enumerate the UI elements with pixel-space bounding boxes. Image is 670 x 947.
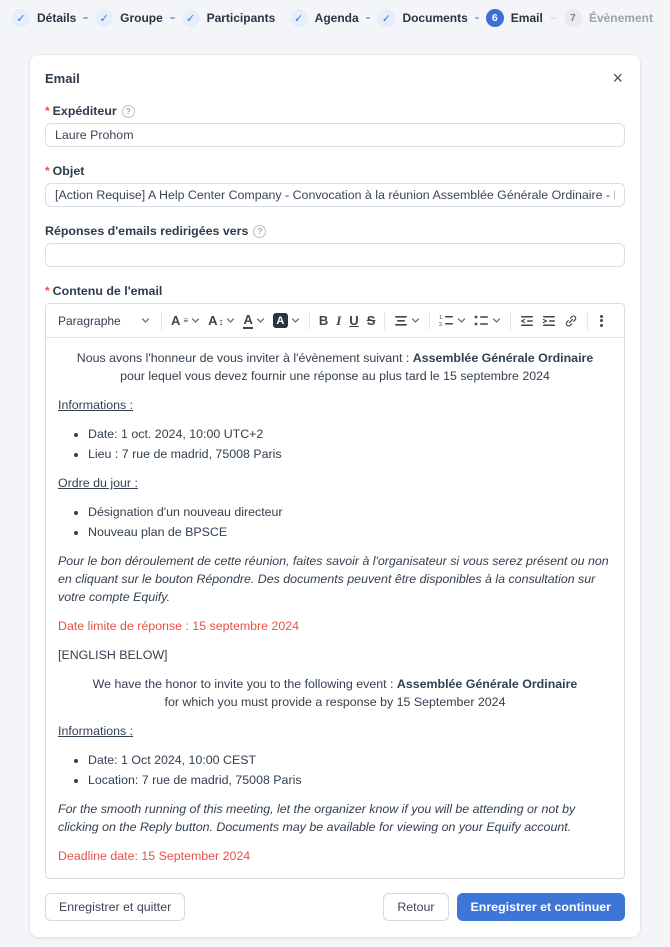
text-color-icon: A: [243, 313, 252, 329]
list-item: • Date: 1 Oct 2024, 10:00 CEST: [88, 752, 612, 770]
english-below-marker: [ENGLISH BELOW]: [58, 647, 612, 665]
subject-label: Objet: [53, 164, 85, 178]
sender-input[interactable]: [45, 123, 625, 147]
dialog-footer: [45, 893, 625, 921]
check-icon: ✓: [12, 9, 30, 27]
font-size-icon: A↕: [208, 314, 223, 328]
outdent-icon: [520, 315, 534, 327]
step-evenement[interactable]: [564, 9, 653, 27]
step-label: Évènement: [589, 11, 653, 25]
toolbar-divider: [429, 312, 430, 330]
step-label: Détails: [37, 11, 76, 25]
bold-icon: B: [319, 314, 328, 327]
step-connector: [475, 17, 479, 19]
highlight-color-icon: A: [273, 313, 288, 328]
chevron-down-icon: [492, 316, 501, 325]
paragraph-style-select[interactable]: [52, 311, 156, 331]
editor-content-area[interactable]: [46, 338, 624, 878]
sender-label: Expéditeur: [53, 104, 117, 118]
step-connector: [366, 17, 371, 19]
link-icon: [564, 314, 578, 328]
step-label: Agenda: [315, 11, 359, 25]
save-and-continue-button[interactable]: Enregistrer et continuer: [457, 893, 625, 921]
wizard-stepper: [0, 0, 670, 27]
font-family-icon: A: [171, 314, 180, 327]
step-label: Documents: [402, 11, 467, 25]
event-name-bold: Assemblée Générale Ordinaire: [397, 677, 577, 691]
toolbar-divider: [161, 312, 162, 330]
font-size-button[interactable]: [204, 311, 239, 331]
step-connector: [83, 17, 88, 19]
step-details[interactable]: [12, 9, 76, 27]
dialog-title: Email: [45, 71, 80, 86]
chevron-down-icon: [226, 316, 235, 325]
indent-button[interactable]: [538, 312, 560, 330]
info-list-en: [58, 752, 612, 790]
invite-line-fr: [58, 350, 612, 368]
reply-to-input[interactable]: [45, 243, 625, 267]
help-icon[interactable]: ?: [253, 225, 266, 238]
required-marker: *: [45, 104, 50, 118]
step-groupe[interactable]: [95, 9, 163, 27]
subject-field-group: [45, 164, 625, 207]
align-button[interactable]: [390, 312, 424, 330]
italic-icon: I: [336, 314, 341, 327]
save-and-quit-button[interactable]: Enregistrer et quitter: [45, 893, 185, 921]
strikethrough-icon: S: [367, 314, 376, 327]
italic-button[interactable]: [332, 311, 345, 330]
chevron-down-icon: [191, 316, 200, 325]
required-marker: *: [45, 284, 50, 298]
toolbar-divider: [587, 312, 588, 330]
event-name-bold: Assemblée Générale Ordinaire: [413, 351, 593, 365]
step-connector: [170, 17, 175, 19]
note-paragraph-fr: Pour le bon déroulement de cette réunion, faites savoir à l'organisateur si vous serez présent ou non en cliquant sur le bouton Répondre. Des documents peuvent être disponibles à la consultation sur votre compte Equify.: [58, 553, 612, 607]
bullet-list-button[interactable]: [470, 311, 505, 330]
step-agenda[interactable]: [290, 9, 359, 27]
agenda-heading-fr: Ordre du jour :: [58, 475, 612, 493]
strikethrough-button[interactable]: [363, 311, 380, 330]
step-participants[interactable]: [182, 9, 276, 27]
link-button[interactable]: [560, 311, 582, 331]
step-documents[interactable]: [377, 9, 467, 27]
svg-text:1.: 1.: [439, 315, 444, 321]
check-icon: ✓: [377, 9, 395, 27]
bold-button[interactable]: [315, 311, 332, 330]
check-icon: ✓: [95, 9, 113, 27]
text-color-button[interactable]: [239, 310, 268, 332]
rich-text-editor: [45, 303, 625, 879]
editor-toolbar: [46, 304, 624, 338]
svg-text:2.: 2.: [439, 322, 444, 327]
step-email[interactable]: [486, 9, 543, 27]
font-family-button[interactable]: [167, 311, 204, 330]
deadline-fr: Date limite de réponse : 15 septembre 2024: [58, 618, 612, 636]
info-list-fr: [58, 426, 612, 464]
chevron-down-icon: [411, 316, 420, 325]
step-label: Participants: [207, 11, 276, 25]
deadline-en: Deadline date: 15 September 2024: [58, 848, 612, 866]
chevron-down-icon: [457, 316, 466, 325]
content-label: Contenu de l'email: [53, 284, 163, 298]
reply-to-field-group: [45, 224, 625, 267]
step-number-badge: 7: [564, 9, 582, 27]
list-item: • Nouveau plan de BPSCE: [88, 524, 612, 542]
chevron-down-icon: [256, 316, 265, 325]
informations-heading-en: Informations :: [58, 723, 612, 741]
step-connector: [550, 17, 557, 19]
step-label: Groupe: [120, 11, 163, 25]
indent-icon: [542, 315, 556, 327]
step-label: Email: [511, 11, 543, 25]
agenda-list-fr: [58, 504, 612, 542]
content-field-group: [45, 284, 625, 879]
font-lines-icon: ≡: [183, 316, 188, 325]
invite-line2-fr: pour lequel vous devez fournir une réponse au plus tard le 15 septembre 2024: [58, 368, 612, 386]
back-button[interactable]: Retour: [383, 893, 448, 921]
toolbar-divider: [384, 312, 385, 330]
reply-to-label: Réponses d'emails redirigées vers: [45, 224, 248, 238]
toolbar-divider: [309, 312, 310, 330]
invite-line2-en: for which you must provide a response by 15 September 2024: [58, 694, 612, 712]
invite-line-en: [58, 676, 612, 694]
required-marker: *: [45, 164, 50, 178]
bullet-list-icon: [474, 314, 489, 327]
list-item: • Désignation d'un nouveau directeur: [88, 504, 612, 522]
ordered-list-button[interactable]: [435, 311, 470, 330]
chevron-down-icon: [141, 316, 150, 325]
list-item: • Date: 1 oct. 2024, 10:00 UTC+2: [88, 426, 612, 444]
invite-prefix-en: We have the honor to invite you to the following event :: [93, 677, 397, 691]
ordered-list-icon: [439, 314, 454, 327]
check-icon: ✓: [182, 9, 200, 27]
outdent-button[interactable]: [516, 312, 538, 330]
underline-icon: U: [349, 314, 358, 327]
paragraph-style-value: Paragraphe: [58, 314, 121, 328]
sender-field-group: [45, 104, 625, 147]
underline-button[interactable]: [345, 311, 362, 330]
subject-input[interactable]: [45, 183, 625, 207]
more-options-button[interactable]: [593, 308, 610, 333]
dialog-header: [45, 69, 625, 87]
invite-prefix-fr: Nous avons l'honneur de vous inviter à l'évènement suivant :: [77, 351, 413, 365]
close-icon[interactable]: ×: [610, 69, 625, 87]
kebab-menu-icon: [597, 311, 606, 330]
help-icon[interactable]: ?: [122, 105, 135, 118]
list-item: • Lieu : 7 rue de madrid, 75008 Paris: [88, 446, 612, 464]
note-paragraph-en: For the smooth running of this meeting, let the organizer know if you will be attending or not by clicking on the Reply button. Documents may be available for viewing on your Equify account.: [58, 801, 612, 837]
check-icon: ✓: [290, 9, 308, 27]
list-item: • Location: 7 rue de madrid, 75008 Paris: [88, 772, 612, 790]
align-icon: [394, 315, 408, 327]
highlight-color-button[interactable]: [269, 310, 304, 331]
toolbar-divider: [510, 312, 511, 330]
email-dialog: [30, 55, 640, 937]
informations-heading-fr: Informations :: [58, 397, 612, 415]
chevron-down-icon: [291, 316, 300, 325]
step-number-badge: 6: [486, 9, 504, 27]
